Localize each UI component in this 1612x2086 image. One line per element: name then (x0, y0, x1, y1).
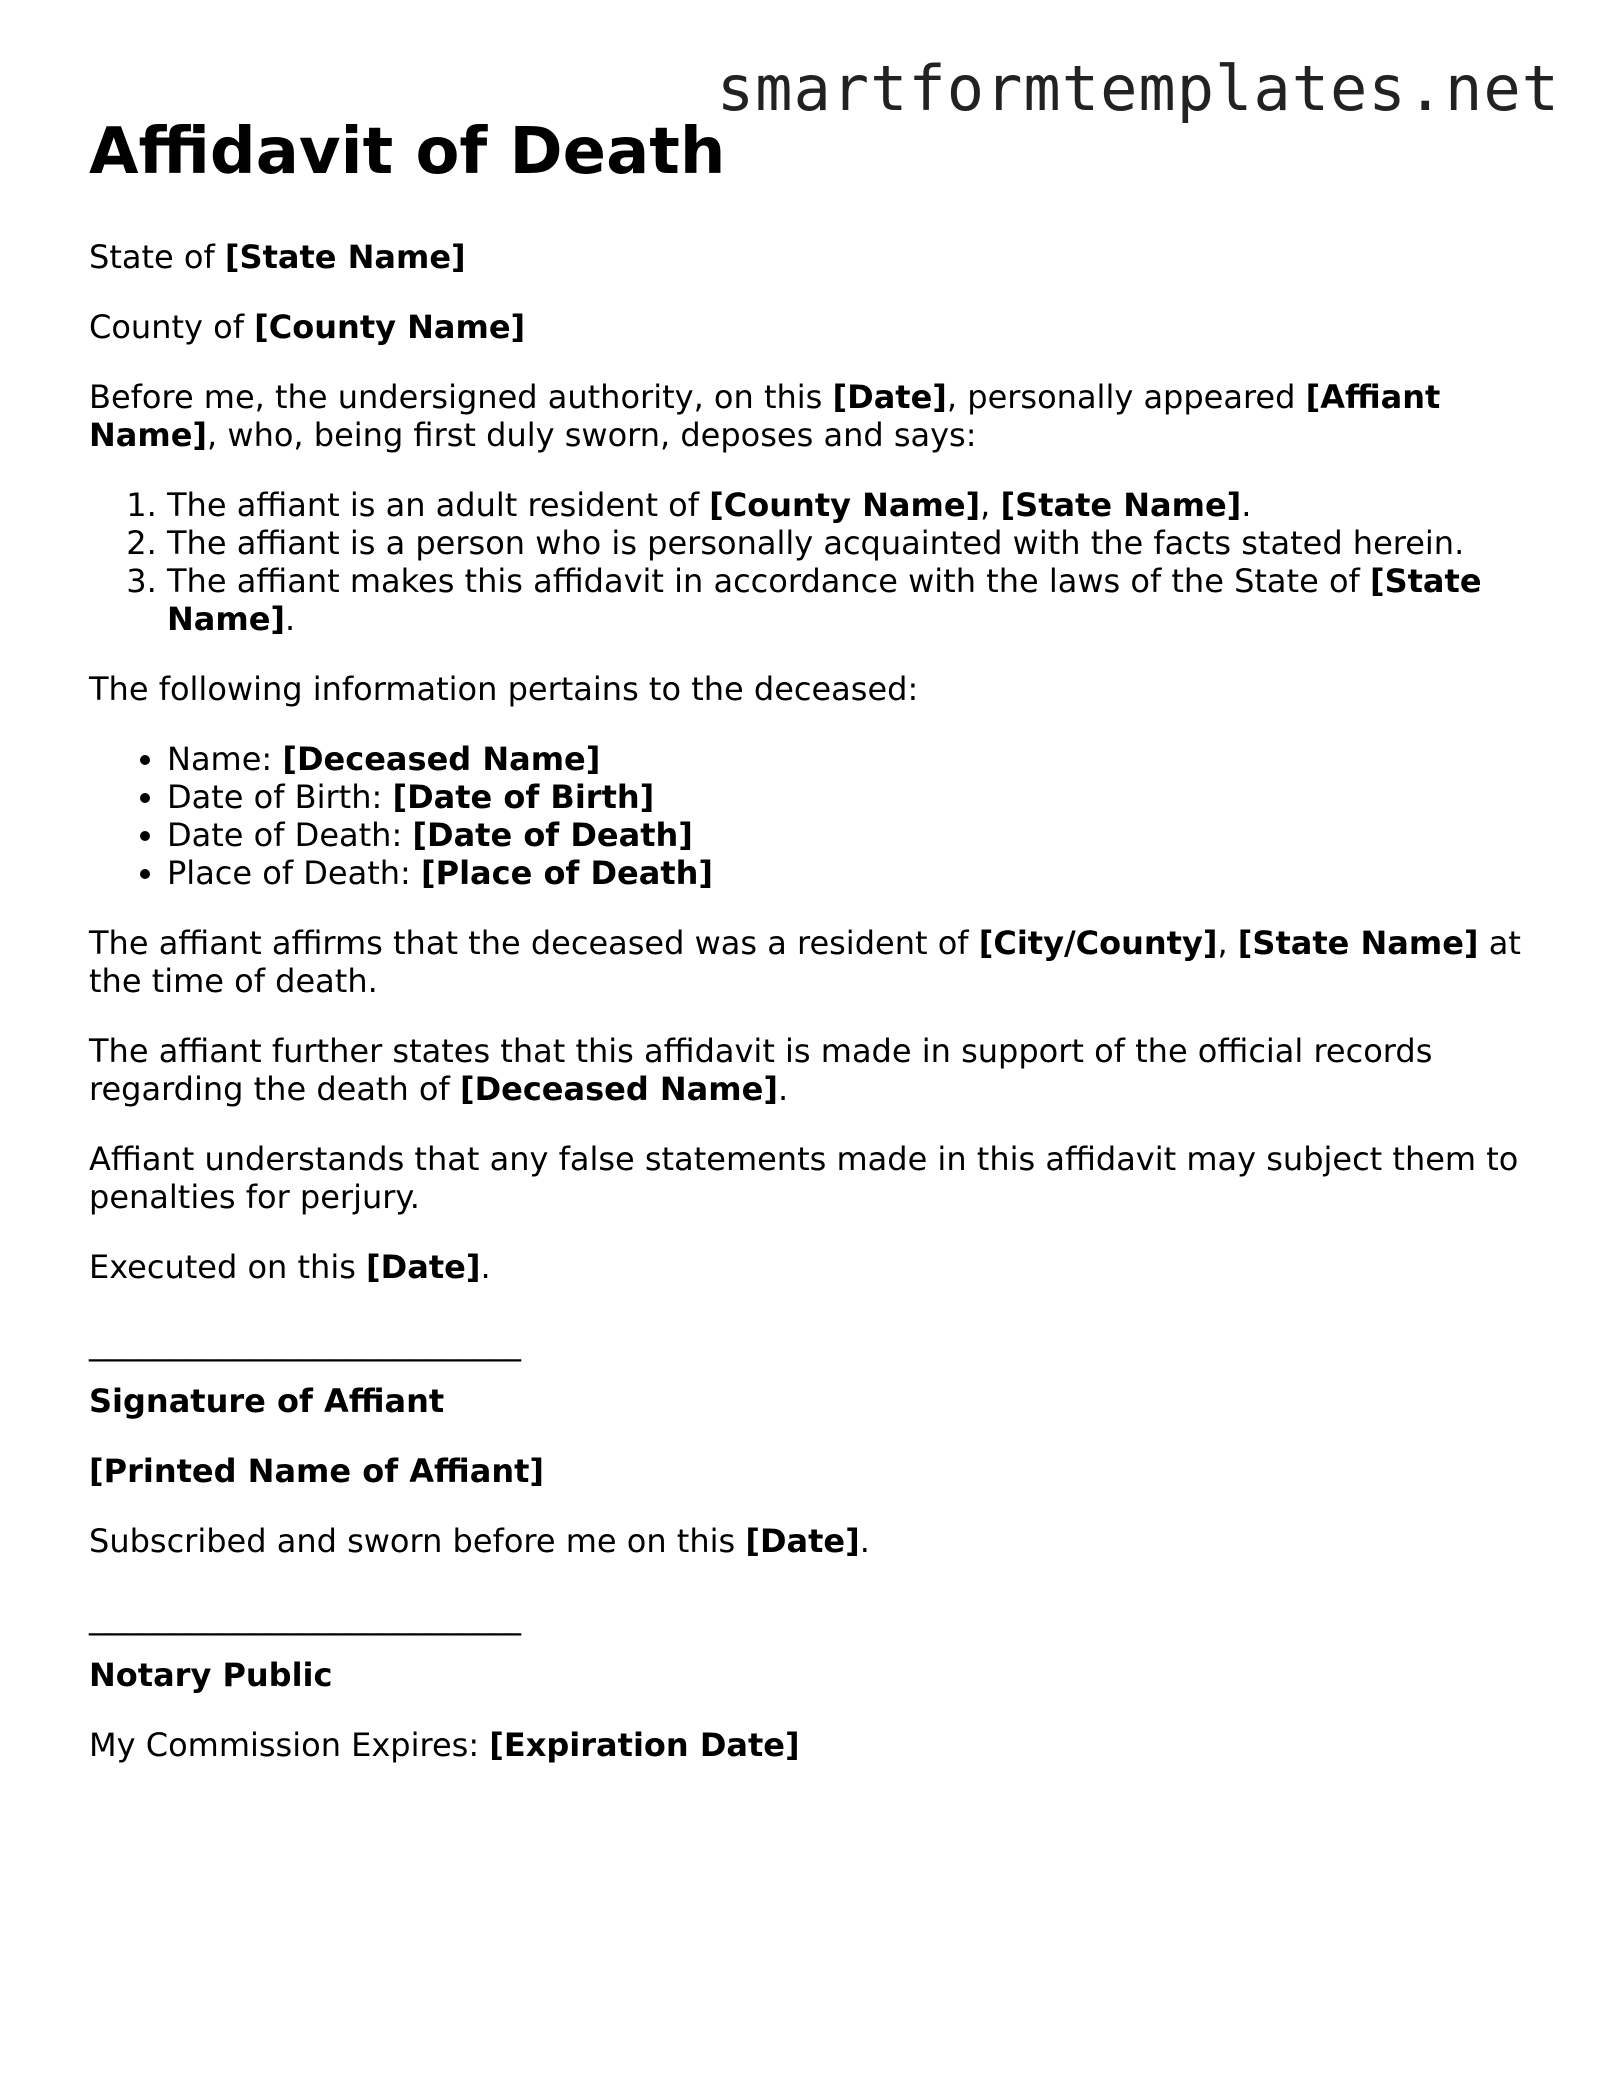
date-placeholder: [Date] (745, 1522, 860, 1560)
county-placeholder: [County Name] (254, 308, 526, 346)
deceased-info-list (89, 740, 1529, 892)
field-placeholder: [Date of Death] (412, 816, 693, 854)
commission-label: My Commission Expires: (89, 1726, 490, 1764)
support-text: The affiant further states that this affidavit is made in support of the official records regarding the death of (89, 1032, 1433, 1108)
field-label: Name: (167, 740, 283, 778)
executed-text: Executed on this (89, 1248, 367, 1286)
statement-text: The affiant makes this affidavit in accordance with the laws of the State of (167, 562, 1370, 600)
separator: , (1217, 924, 1238, 962)
executed-line (89, 1248, 1529, 1286)
notary-label (89, 1656, 1529, 1694)
intro-paragraph (89, 378, 1529, 454)
intro-text: Before me, the undersigned authority, on this (89, 378, 833, 416)
printed-name (89, 1452, 1529, 1490)
punctuation: . (480, 1248, 491, 1286)
residency-text: at the time of death. (89, 924, 1521, 1000)
date-placeholder: [Date] (832, 378, 947, 416)
field-label: Place of Death: (167, 854, 421, 892)
separator: , (980, 486, 1001, 524)
printed-name-placeholder: [Printed Name of Affiant] (89, 1452, 545, 1490)
punctuation: . (1241, 486, 1252, 524)
field-placeholder: [Date of Birth] (392, 778, 655, 816)
signature-label-text: Signature of Affiant (89, 1382, 445, 1420)
field-placeholder: [Deceased Name] (282, 740, 601, 778)
signature-line: ___________________________ (89, 1324, 521, 1362)
list-item: 2. The affiant is a person who is personally acquainted with the facts stated herein. (167, 524, 1529, 562)
intro-text: , who, being first duly sworn, deposes and says: (207, 416, 977, 454)
affiant-name-placeholder: [Affiant Name] (89, 378, 1441, 454)
date-placeholder: [Date] (366, 1248, 481, 1286)
field-label: Date of Death: (167, 816, 413, 854)
residency-paragraph (89, 924, 1529, 1000)
commission-line (89, 1726, 1529, 1764)
list-item (167, 562, 1529, 638)
field-label: Date of Birth: (167, 778, 393, 816)
signature-label (89, 1382, 1529, 1420)
punctuation: . (285, 600, 296, 638)
list-item (167, 740, 1529, 778)
list-item (167, 816, 1529, 854)
county-placeholder: [County Name] (709, 486, 981, 524)
punctuation: . (859, 1522, 870, 1560)
intro-text: , personally appeared (946, 378, 1306, 416)
deceased-name-placeholder: [Deceased Name] (459, 1070, 778, 1108)
punctuation: . (777, 1070, 789, 1108)
state-label: State of (89, 238, 225, 276)
sworn-line (89, 1522, 1529, 1560)
state-line (89, 238, 1529, 276)
list-item (167, 486, 1529, 524)
county-label: County of (89, 308, 255, 346)
support-paragraph (89, 1032, 1529, 1108)
statement-text: The affiant is an adult resident of (167, 486, 710, 524)
expiration-date-placeholder: [Expiration Date] (489, 1726, 800, 1764)
list-item (167, 778, 1529, 816)
field-placeholder: [Place of Death] (420, 854, 714, 892)
watermark: smartformtemplates.net (716, 52, 1560, 125)
perjury-paragraph: Affiant understands that any false statements made in this affidavit may subject them to penalties for perjury. (89, 1140, 1519, 1216)
list-item (167, 854, 1529, 892)
residency-text: The affiant affirms that the deceased was a resident of (89, 924, 979, 962)
county-line (89, 308, 1529, 346)
document-title: Affidavit of Death (89, 115, 726, 189)
state-placeholder: [State Name] (1237, 924, 1479, 962)
document-body (89, 110, 1529, 1796)
sworn-text: Subscribed and sworn before me on this (89, 1522, 746, 1560)
notary-label-text: Notary Public (89, 1656, 333, 1694)
deceased-intro: The following information pertains to the deceased: (89, 670, 919, 708)
city-placeholder: [City/County] (978, 924, 1218, 962)
state-placeholder: [State Name] (167, 562, 1482, 638)
state-placeholder: [State Name] (1000, 486, 1242, 524)
state-placeholder: [State Name] (224, 238, 466, 276)
statement-list (89, 486, 1529, 638)
notary-signature-line: ___________________________ (89, 1598, 521, 1636)
